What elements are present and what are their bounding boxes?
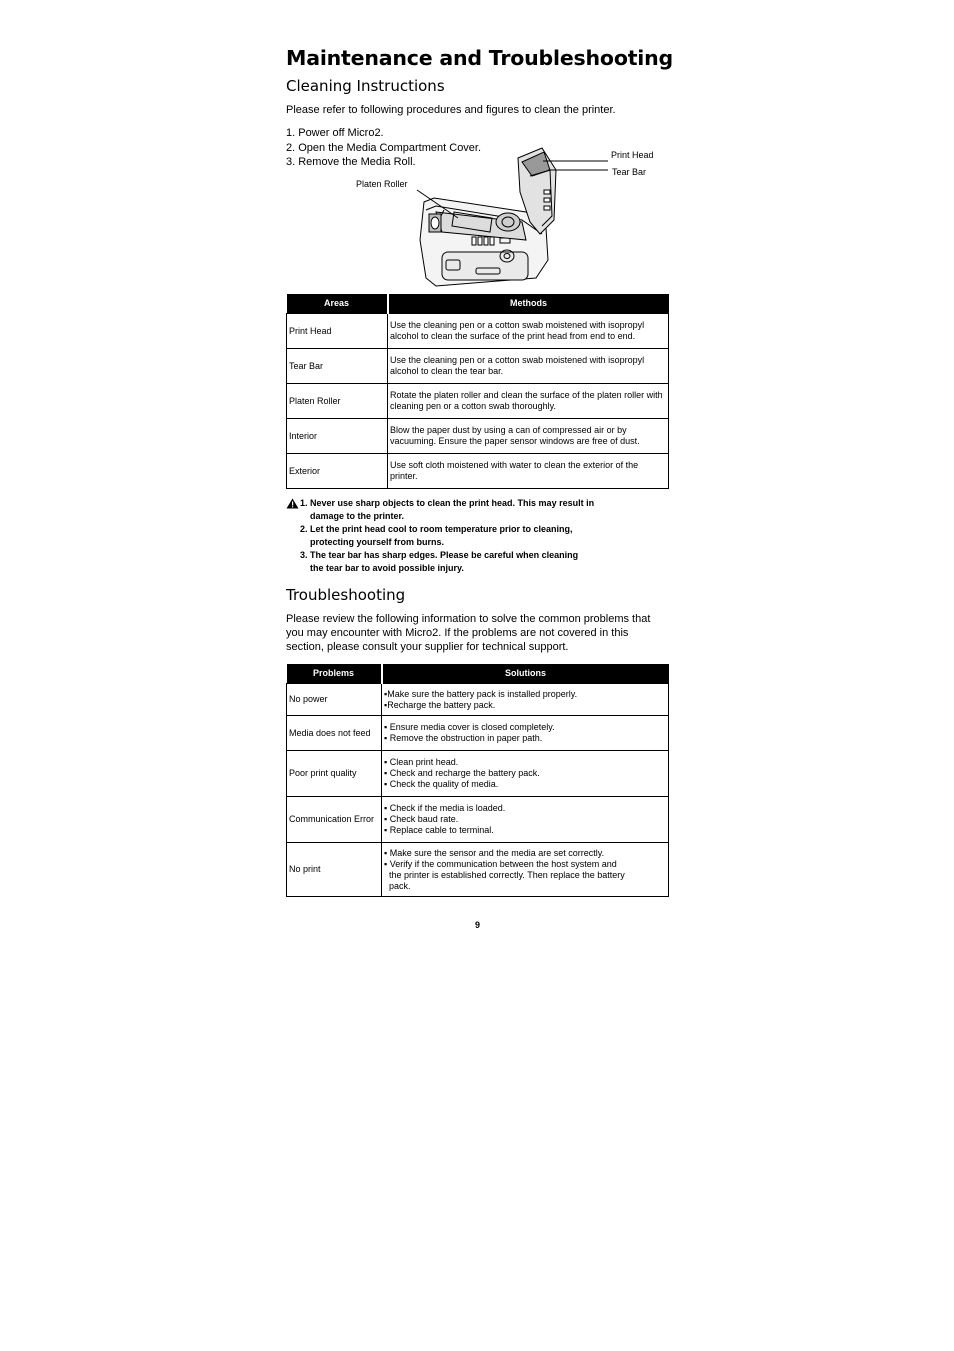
solution-cell <box>382 684 669 716</box>
warning-line: The tear bar has sharp edges. Please be careful when cleaning <box>310 550 579 560</box>
table-row <box>287 797 669 843</box>
solution-line: ▪ Verify if the communication between the host system and <box>384 858 617 869</box>
troubleshooting-table <box>286 664 669 897</box>
area-cell: Tear Bar <box>287 349 388 384</box>
method-cell: Use the cleaning pen or a cotton swab moistened with isopropyl alcohol to clean the surface of the print head from end to end. <box>388 314 669 349</box>
area-cell: Platen Roller <box>287 384 388 419</box>
solution-line: ▪ Check if the media is loaded. <box>384 803 506 813</box>
header-methods: Methods <box>388 294 669 314</box>
solution-line: ▪ Clean print head. <box>384 757 459 767</box>
troubleshooting-intro: Please review the following information to solve the common problems that you may encounter with Micro2. If the problems are not covered in this section, please consult your supplier for technical support. <box>286 613 651 653</box>
step-2: 2. Open the Media Compartment Cover. <box>286 141 482 154</box>
solution-line: ▪ Ensure media cover is closed completely. <box>384 722 555 732</box>
page-number: 9 <box>474 920 480 930</box>
solution-cell <box>382 843 669 897</box>
header-areas: Areas <box>287 294 388 314</box>
solution-line: ▪Recharge the battery pack. <box>384 699 496 710</box>
warning-item <box>286 497 669 523</box>
area-cell: Interior <box>287 419 388 454</box>
label-tear-bar: Tear Bar <box>612 167 647 177</box>
page-title: Maintenance and Troubleshooting <box>286 46 673 70</box>
table-row <box>287 843 669 897</box>
solution-line: ▪ Remove the obstruction in paper path. <box>384 733 543 743</box>
header-solutions: Solutions <box>382 664 669 684</box>
area-cell: Print Head <box>287 314 388 349</box>
problem-cell: No power <box>287 684 382 716</box>
warning-number: 2. <box>300 524 308 534</box>
solution-cell <box>382 716 669 751</box>
printer-figure <box>286 140 669 290</box>
cleaning-intro: Please refer to following procedures and figures to clean the printer. <box>286 104 616 116</box>
table-row <box>287 419 669 454</box>
cleaning-table <box>286 294 669 489</box>
solution-line: ▪ Check baud rate. <box>384 814 459 824</box>
warning-item <box>286 549 669 575</box>
warning-line: Never use sharp objects to clean the print head. This may result in <box>310 498 595 508</box>
warning-line: the tear bar to avoid possible injury. <box>310 563 464 573</box>
warning-number: 3. <box>300 550 308 560</box>
solution-line: the printer is established correctly. Then replace the battery <box>389 869 625 880</box>
warning-line: damage to the printer. <box>310 511 405 521</box>
solution-line: ▪Make sure the battery pack is installed properly. <box>384 688 578 699</box>
step-1: 1. Power off Micro2. <box>286 127 384 139</box>
solution-line: ▪ Replace cable to terminal. <box>384 825 494 835</box>
warning-number: 1. <box>300 498 308 508</box>
label-print-head: Print Head <box>611 150 654 160</box>
method-cell: Use the cleaning pen or a cotton swab moistened with isopropyl alcohol to clean the tear bar. <box>388 349 669 384</box>
table-row <box>287 314 669 349</box>
table-row <box>287 454 669 489</box>
table-header <box>287 294 669 314</box>
warning-line: Let the print head cool to room temperature prior to cleaning, <box>310 524 573 534</box>
problem-cell: No print <box>287 843 382 897</box>
problem-cell: Communication Error <box>287 797 382 843</box>
solution-cell <box>382 751 669 797</box>
step-3: 3. Remove the Media Roll. <box>286 156 416 168</box>
cleaning-heading: Cleaning Instructions <box>286 77 445 95</box>
problem-cell: Media does not feed <box>287 716 382 751</box>
solution-line: pack. <box>389 880 411 891</box>
solution-line: ▪ Make sure the sensor and the media are set correctly. <box>384 847 605 858</box>
method-cell: Blow the paper dust by using a can of compressed air or by vacuuming. Ensure the paper sensor windows are free of dust. <box>388 419 669 454</box>
solution-cell <box>382 797 669 843</box>
solution-line: ▪ Check the quality of media. <box>384 779 499 789</box>
warning-item <box>286 523 669 549</box>
table-header <box>287 664 669 684</box>
printer-illustration <box>286 140 669 290</box>
table-row <box>287 751 669 797</box>
warning-line: protecting yourself from burns. <box>310 537 445 547</box>
header-problems: Problems <box>287 664 382 684</box>
solution-line: ▪ Check and recharge the battery pack. <box>384 768 540 778</box>
label-platen-roller: Platen Roller <box>356 179 408 189</box>
table-row <box>287 716 669 751</box>
area-cell: Exterior <box>287 454 388 489</box>
table-row <box>287 349 669 384</box>
table-row <box>287 384 669 419</box>
warning-notes <box>286 497 669 575</box>
method-cell: Rotate the platen roller and clean the surface of the platen roller with cleaning pen or a cotton swab thoroughly. <box>388 384 669 419</box>
method-cell: Use soft cloth moistened with water to clean the exterior of the printer. <box>388 454 669 489</box>
problem-cell: Poor print quality <box>287 751 382 797</box>
troubleshooting-heading: Troubleshooting <box>286 586 406 604</box>
table-row <box>287 684 669 716</box>
